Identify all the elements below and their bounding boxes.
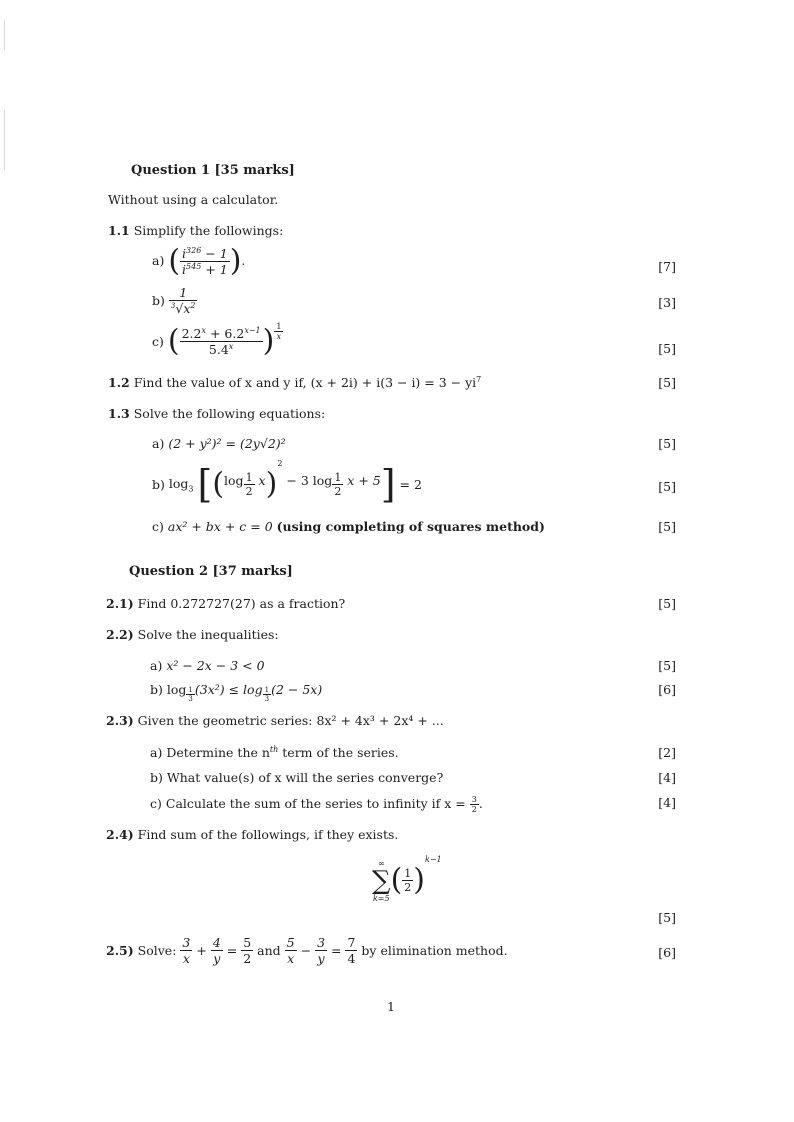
marks-2-3-a: [2] bbox=[658, 745, 676, 760]
marks-2-4: [5] bbox=[658, 910, 676, 925]
scan-mark bbox=[4, 110, 5, 170]
question-1-heading: Question 1 [35 marks] bbox=[131, 163, 295, 178]
item-2-3-a: a) Determine the $n^{th}$ term of the series. bbox=[150, 745, 399, 761]
marks-1-3-a: [5] bbox=[658, 436, 676, 451]
item-2-2-a: a) x² − 2x − 3 < 0 bbox=[150, 658, 265, 673]
marks-2-1: [5] bbox=[658, 596, 676, 611]
item-1-3-a: a) (2 + y²)² = (2y√2)² bbox=[152, 436, 286, 451]
question-2-heading: Question 2 [37 marks] bbox=[129, 564, 293, 579]
marks-1-2: [5] bbox=[658, 375, 676, 390]
item-2-2-b: b) log $\frac{1}{3}$ (3x²) ≤ log $\frac{1}{3}$ (2 − 5x) bbox=[150, 682, 323, 703]
item-1-3-c: c) ax² + bx + c = 0 (using completing of squares method) bbox=[152, 519, 545, 534]
summation-expression: ∞ ∑ k=5 ( $\frac{1}{2}$ )$^{k-1}$ bbox=[372, 855, 442, 903]
section-2-4: 2.4) Find sum of the followings, if they exists. bbox=[106, 827, 399, 842]
section-1-1: 1.1 Simplify the followings: bbox=[108, 223, 284, 238]
q1-intro: Without using a calculator. bbox=[108, 192, 279, 207]
marks-1-1-a: [7] bbox=[658, 259, 676, 274]
marks-1-1-b: [3] bbox=[658, 295, 676, 310]
item-2-3-c: c) Calculate the sum of the series to infinity if x = $\frac{3}{2}$ . bbox=[150, 795, 483, 814]
section-2-5: 2.5) Solve: $\frac{3}{x}$ + $\frac{4}{y}$ = $\frac{5}{2}$ and $\frac{5}{x}$ − $\frac{3}{y}$ = $\frac{7}{4}$ by elimination method. bbox=[106, 935, 508, 966]
item-1-1-c: c) ( $\frac{2.2^x + 6.2^{x-1}}{5.4^x}$ ) $\frac{1}{x}$ bbox=[152, 322, 282, 359]
section-2-1: 2.1) Find 0.272727(27) as a fraction? bbox=[106, 596, 346, 611]
section-2-3: 2.3) Given the geometric series: 8x² + 4x³ + 2x⁴ + ... bbox=[106, 713, 444, 728]
page-number: 1 bbox=[387, 999, 395, 1014]
scan-mark bbox=[4, 20, 5, 50]
marks-2-3-b: [4] bbox=[658, 770, 676, 785]
marks-1-3-c: [5] bbox=[658, 519, 676, 534]
section-1-2: 1.2 Find the value of x and y if, $(x + 2i) + i(3 - i) = 3 - yi^7$ bbox=[108, 375, 482, 391]
marks-2-3-c: [4] bbox=[658, 795, 676, 810]
marks-2-2-b: [6] bbox=[658, 682, 676, 697]
section-2-2: 2.2) Solve the inequalities: bbox=[106, 627, 279, 642]
marks-2-2-a: [5] bbox=[658, 658, 676, 673]
item-1-1-b: b) $\frac{1}{^3√x^2}$ bbox=[152, 285, 196, 317]
item-1-3-b: b) $\log_3 [(\log$ $\frac{1}{2}$ x)$^2$ − 3 log $\frac{1}{2}$ x + 5] = 2 bbox=[152, 459, 422, 507]
section-1-3: 1.3 Solve the following equations: bbox=[108, 406, 326, 421]
marks-1-3-b: [5] bbox=[658, 479, 676, 494]
marks-1-1-c: [5] bbox=[658, 341, 676, 356]
marks-2-5: [6] bbox=[658, 945, 676, 960]
item-1-1-a: a) ( $\frac{i^{326} - 1}{i^{545} + 1}$ ). bbox=[152, 243, 246, 279]
item-2-3-b: b) What value(s) of x will the series converge? bbox=[150, 770, 444, 785]
